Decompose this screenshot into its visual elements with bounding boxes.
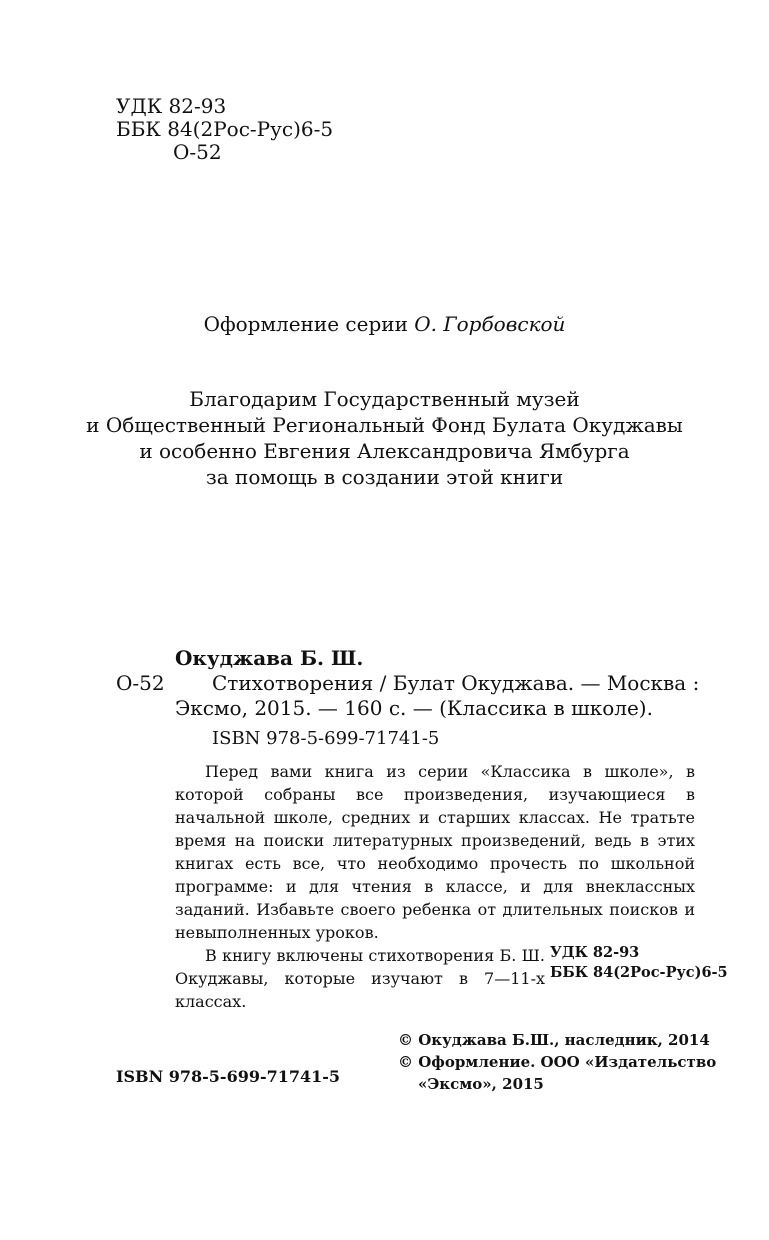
design-credit	[0, 312, 769, 336]
design-credit-name: О. Горбовской	[414, 312, 566, 336]
copyright-line: «Эксмо», 2015	[418, 1075, 544, 1093]
isbn-bottom: ISBN 978-5-699-71741-5	[116, 1067, 341, 1086]
acknowledgement-line: за помощь в создании этой книги	[205, 465, 564, 489]
header-author-mark: О-52	[173, 140, 222, 164]
catalog-description-line: Стихотворения / Булат Окуджава. — Москва :	[212, 671, 700, 695]
catalog-bbk: ББК 84(2Рос-Рус)6-5	[550, 964, 728, 981]
acknowledgement-line: и Общественный Региональный Фонд Булата Окуджавы	[86, 413, 683, 437]
design-credit-prefix: Оформление серии	[203, 312, 408, 336]
acknowledgement-line: Благодарим Государственный музей	[189, 387, 580, 411]
acknowledgement-line: и особенно Евгения Александровича Ямбурга	[139, 439, 630, 463]
catalog-description-line: Эксмо, 2015. — 160 с. — (Классика в школе).	[175, 696, 653, 720]
header-bbk: ББК 84(2Рос-Рус)6-5	[116, 117, 334, 141]
copyright-line: © Окуджава Б.Ш., наследник, 2014	[398, 1031, 710, 1049]
catalog-udk: УДК 82-93	[550, 944, 640, 961]
copyright-line: © Оформление. ООО «Издательство	[398, 1053, 717, 1071]
catalog-author-mark: О-52	[116, 671, 165, 695]
acknowledgement	[0, 386, 769, 490]
annotation-paragraph: В книгу включены стихотворения Б. Ш. Окуджавы, которые изучают в 7—11-х классах.	[175, 946, 545, 1011]
annotation-paragraph: Перед вами книга из серии «Классика в школе», в которой собраны все произведения, изучающиеся в начальной школе, средних и старших классах. Не тратьте время на поиски литературных произведений, ведь в этих книгах есть все, что необходимо прочесть по школьной программе: и для чтения в классе, и для внеклассных заданий. Избавьте своего ребенка от длительных поисков и невыполненных уроков.	[175, 762, 695, 942]
header-udk: УДК 82-93	[116, 94, 227, 118]
catalog-isbn: ISBN 978-5-699-71741-5	[212, 728, 440, 749]
catalog-author-heading: Окуджава Б. Ш.	[175, 646, 364, 670]
